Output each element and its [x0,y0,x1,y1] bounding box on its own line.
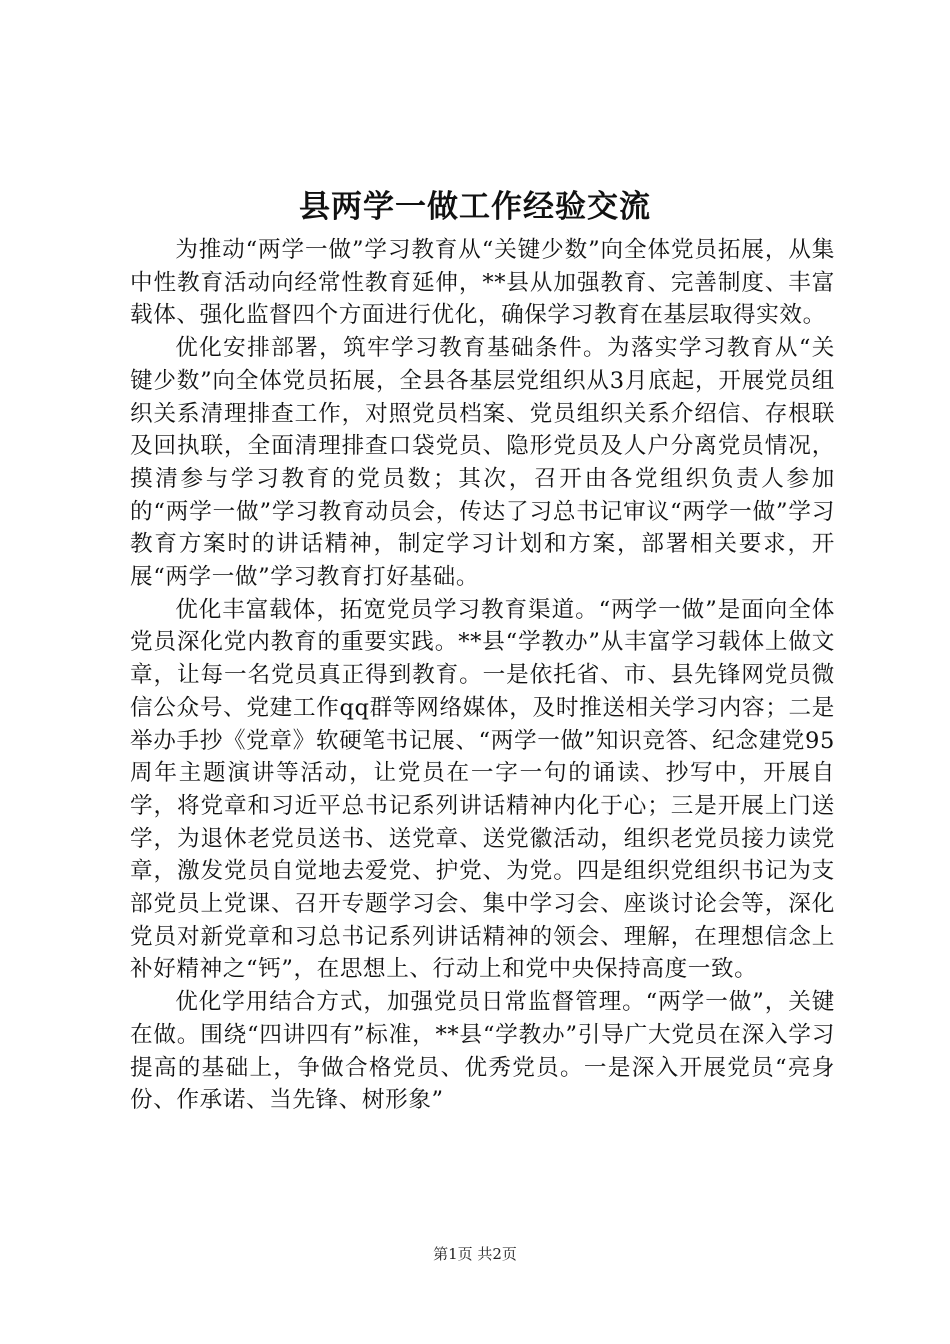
page-number-footer: 第1页 共2页 [433,1245,517,1263]
document-title: 县两学一做工作经验交流 [299,189,651,225]
paragraph-intro: 为推动“两学一做”学习教育从“关键少数”向全体党员拓展，从集中性教育活动向经常性教育延伸，**县从加强教育、完善制度、丰富载体、强化监督四个方面进行优化，确保学习教育在基层取得实效。 [130,237,835,329]
paragraph-deployment: 优化安排部署，筑牢学习教育基础条件。为落实学习教育从“关键少数”向全体党员拓展，全县各基层党组织从3月底起，开展党员组织关系清理排查工作，对照党员档案、党员组织关系介绍信、存根联及回执联，全面清理排查口袋党员、隐形党员及人户分离党员情况，摸清参与学习教育的党员数；其次，召开由各党组织负责人参加的“两学一做”学习教育动员会，传达了习总书记审议“两学一做”学习教育方案时的讲话精神，制定学习计划和方案，部署相关要求，开展“两学一做”学习教育打好基础。 [130,335,835,591]
paragraph-supervision: 优化学用结合方式，加强党员日常监督管理。“两学一做”，关键在做。围绕“四讲四有”标准，**县“学教办”引导广大党员在深入学习提高的基础上，争做合格党员、优秀党员。一是深入开展党员“亮身份、作承诺、当先锋、树形象” [130,989,835,1114]
paragraph-carriers: 优化丰富载体，拓宽党员学习教育渠道。“两学一做”是面向全体党员深化党内教育的重要实践。**县“学教办”从丰富学习载体上做文章，让每一名党员真正得到教育。一是依托省、市、县先锋网党员微信公众号、党建工作qq群等网络媒体，及时推送相关学习内容；二是举办手抄《党章》软硬笔书记展、“两学一做”知识竞答、纪念建党95周年主题演讲等活动，让党员在一字一句的诵读、抄写中，开展自学，将党章和习近平总书记系列讲话精神内化于心；三是开展上门送学，为退休老党员送书、送党章、送党徽活动，组织老党员接力读党章，激发党员自觉地去爱党、护党、为党。四是组织党组织书记为支部党员上党课、召开专题学习会、集中学习会、座谈讨论会等，深化党员对新党章和习总书记系列讲话精神的领会、理解，在理想信念上补好精神之“钙”，在思想上、行动上和党中央保持高度一致。 [130,596,835,983]
document-body [130,234,835,1117]
